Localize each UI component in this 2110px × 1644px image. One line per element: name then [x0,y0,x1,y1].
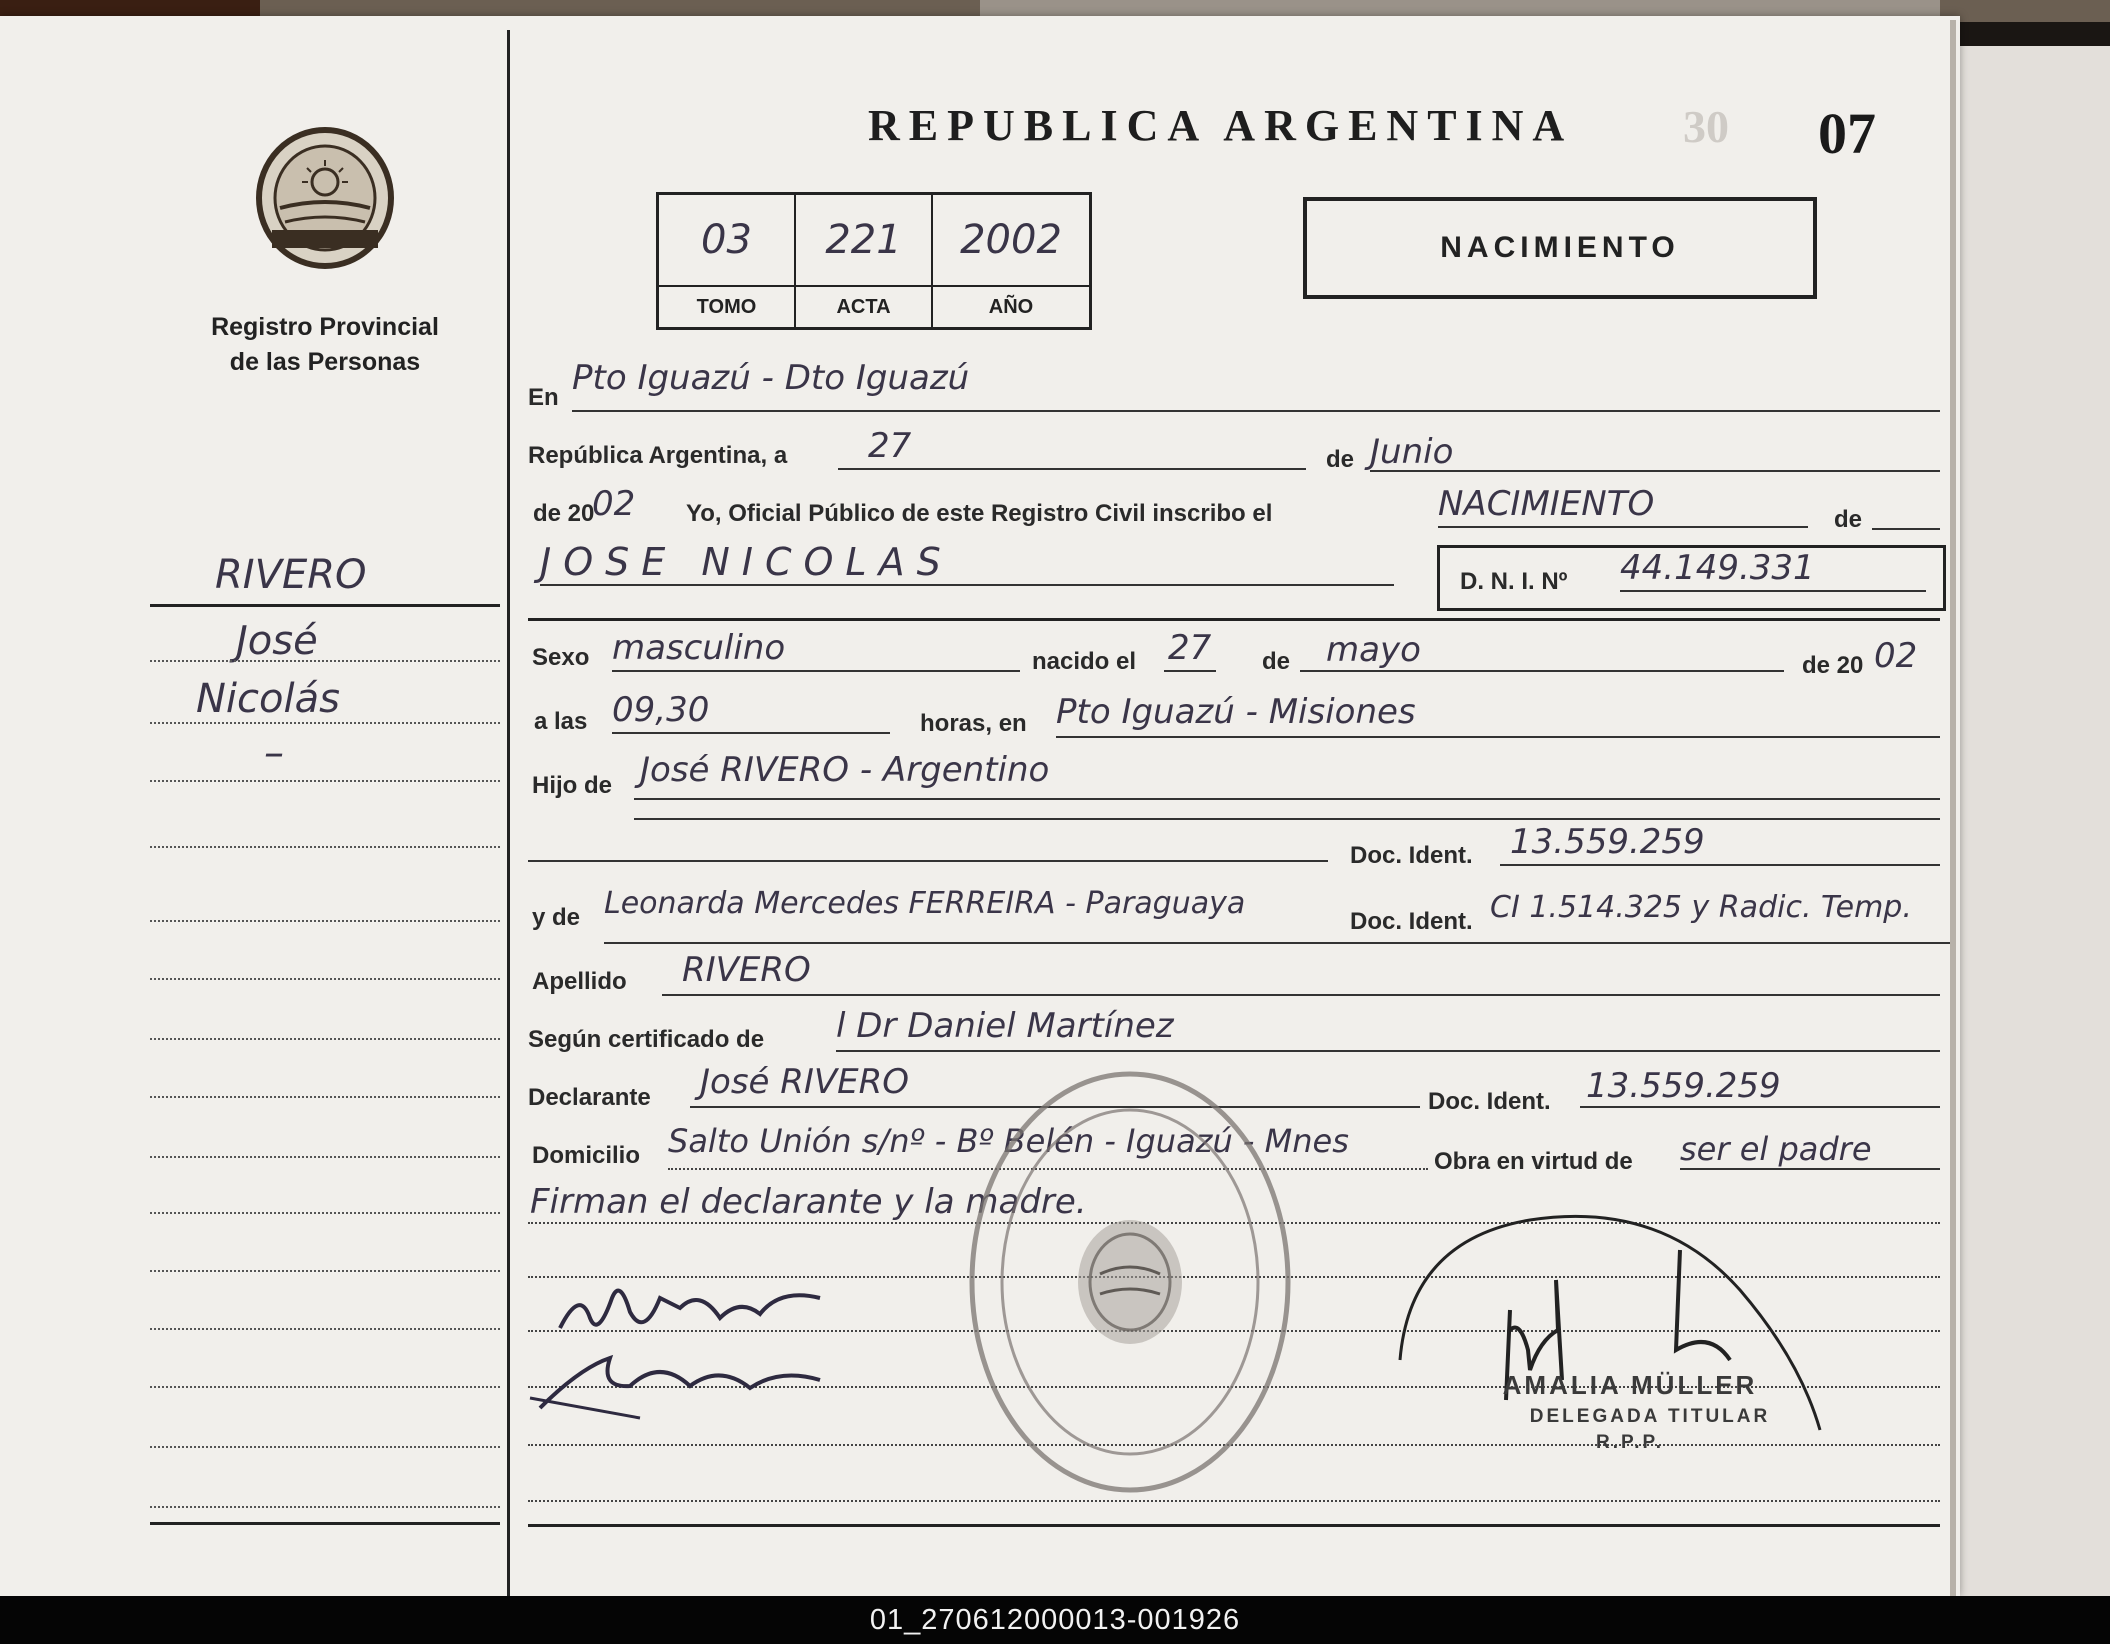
sidebar-dotted-line [150,1328,500,1330]
sexo-underline [612,670,1020,672]
record-type-box: NACIMIENTO [1303,197,1817,299]
sidebar-dotted-line [150,1212,500,1214]
sidebar-given-name-2: Nicolás [196,676,340,722]
sidebar-bottom-line [150,1522,500,1525]
apellido-underline [662,994,1940,996]
dni-underline [1620,590,1926,592]
year-label: de 20 [533,500,595,527]
sidebar-dotted-line [150,1506,500,1508]
faint-page-mark: 30 [1683,101,1729,152]
provincial-seal-icon [250,126,400,276]
de-label: de [1326,446,1355,473]
father-name: José RIVERO - Argentino [640,750,1050,790]
mother-name: Leonarda Mercedes FERREIRA - Paraguaya [604,886,1246,921]
page-right-border [1950,20,1956,1596]
registry-reference-table [656,192,1092,330]
sidebar-given-name-1: José [236,618,318,664]
acta-cell [796,195,933,327]
domicilio-label: Domicilio [532,1142,641,1169]
sidebar-dotted-line [150,780,500,782]
ano-label: AÑO [933,285,1089,327]
horas-label: horas, en [920,710,1027,737]
dni-value: 44.149.331 [1620,548,1815,588]
sidebar-dotted-line [150,1096,500,1098]
next-page-edge [1948,46,2110,1596]
blank-line [528,860,1328,862]
registry-name-line1: Registro Provincial [211,313,439,341]
republica-label: República Argentina, a [528,442,788,469]
doc-label-1: Doc. Ident. [1350,842,1473,869]
place-underline [572,410,1940,412]
tomo-label: TOMO [659,285,794,327]
obra-label: Obra en virtud de [1434,1148,1633,1175]
declarante-value: José RIVERO [700,1062,910,1102]
declarant-signature-icon [520,1268,860,1438]
declarante-label: Declarante [528,1084,651,1111]
birth-month-underline [1300,670,1784,672]
doc-label-3: Doc. Ident. [1428,1088,1551,1115]
sidebar-dotted-line [150,920,500,922]
hour-underline [612,732,890,734]
birth-year-label: de 20 [1802,652,1864,679]
sidebar-dotted-line [150,722,500,724]
declarante-doc: 13.559.259 [1586,1066,1781,1106]
obra-underline [1680,1168,1940,1170]
sidebar-surname: RIVERO [215,552,367,598]
apellido-label: Apellido [532,968,627,995]
page-number: 07 [1818,101,1876,166]
apellido-value: RIVERO [682,950,811,990]
place-value: Pto Iguazú - Dto Iguazú [572,358,970,398]
doc-label-2: Doc. Ident. [1350,908,1473,935]
sidebar-dotted-line [150,978,500,980]
section-divider [528,618,1940,621]
registry-name-line2: de las Personas [229,348,421,376]
person-name-underline [540,584,1394,586]
dni-label: D. N. I. Nº [1460,568,1568,595]
image-caption: 01_270612000013-001926 [0,1596,2110,1644]
certificado-underline [836,1050,1940,1052]
segun-label: Según certificado de [528,1026,765,1053]
alas-label: a las [534,708,588,735]
certificado-value: l Dr Daniel Martínez [836,1006,1174,1046]
hijo-label: Hijo de [532,772,613,799]
person-name: JOSE NICOLAS [540,540,953,584]
month-value: Junio [1370,432,1454,472]
acta-label: ACTA [796,285,931,327]
form-bottom-line [528,1524,1940,1527]
sidebar-dotted-line [150,1038,500,1040]
declarante-doc-underline [1580,1106,1940,1108]
sidebar-dash: – [264,730,284,776]
sidebar-dotted-line [150,1386,500,1388]
yde-label: y de [532,904,581,931]
birth-day: 27 [1168,628,1212,668]
nacido-label: nacido el [1032,648,1137,675]
domicilio-value: Salto Unión s/nº - Bº Belén - Iguazú - Mnes [668,1122,1349,1160]
sexo-label: Sexo [532,644,590,671]
sexo-value: masculino [612,628,786,668]
en-label: En [528,384,559,411]
obra-value: ser el padre [1680,1130,1872,1168]
de-underline [1872,528,1940,530]
yo-label: Yo, Oficial Público de este Registro Civil inscribo el [686,500,1273,527]
sidebar-dotted-line [150,1446,500,1448]
tomo-value: 03 [701,217,752,263]
authority-name: AMALIA MÜLLER [1502,1370,1758,1400]
birth-month: mayo [1326,630,1421,670]
sidebar-dotted-line [150,660,500,662]
birth-year-value: 02 [1874,636,1918,676]
sidebar-dotted-line [150,846,500,848]
act-value: NACIMIENTO [1438,484,1655,524]
registry-name [140,310,510,380]
act-underline [1438,526,1808,528]
father-doc: 13.559.259 [1510,822,1705,862]
month-underline [1370,470,1940,472]
hour-value: 09,30 [612,690,710,730]
margin-divider [507,30,510,1596]
sidebar-dotted-line [150,1270,500,1272]
sidebar-dotted-line [150,1156,500,1158]
mother-underline [604,942,1950,944]
authority-title: DELEGADA TITULAR [1529,1406,1771,1427]
birth-place-underline [1056,736,1940,738]
tomo-cell [659,195,796,327]
de-label-3: de [1262,648,1291,675]
day-underline [838,468,1306,470]
birth-day-underline [1164,670,1216,672]
firman-note: Firman el declarante y la madre. [530,1182,1087,1222]
country-title: REPUBLICA ARGENTINA [868,101,1574,150]
registry-stamp-icon [960,1062,1300,1502]
father-underline-2 [634,818,1940,820]
birth-place: Pto Iguazú - Misiones [1056,692,1416,732]
de-label-2: de [1834,506,1863,533]
ano-cell [933,195,1089,327]
year-value: 02 [592,484,636,524]
mother-doc: CI 1.514.325 y Radic. Temp. [1490,890,1912,925]
sidebar-name-line [150,604,500,607]
ano-value: 2002 [960,217,1062,263]
father-doc-underline [1500,864,1940,866]
acta-value: 221 [825,217,902,263]
day-value: 27 [868,426,912,466]
authority-office: R.P.P. [1595,1432,1664,1453]
father-underline [634,798,1940,800]
